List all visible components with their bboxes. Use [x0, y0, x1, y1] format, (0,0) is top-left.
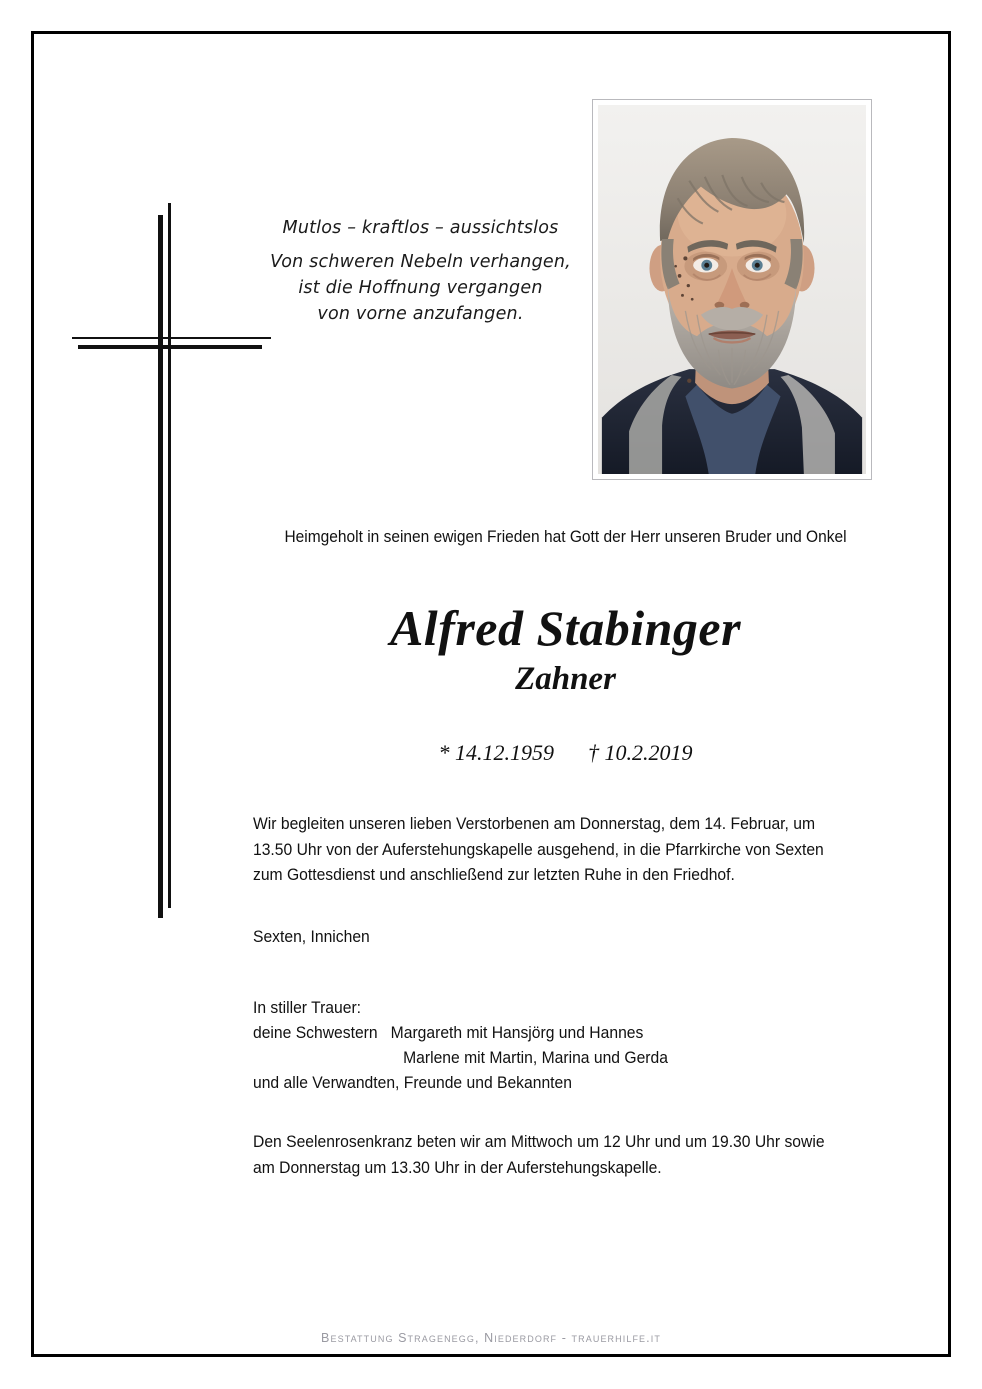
verse-line-3: ist die Hoffnung vergangen [298, 278, 543, 298]
life-dates [253, 740, 878, 766]
cross-vertical-thick [158, 215, 163, 918]
intro-line: Heimgeholt in seinen ewigen Frieden hat Gott der Herr unseren Bruder und Onkel [284, 528, 847, 546]
verse-line-1: Mutlos – kraftlos – aussichtslos [282, 218, 559, 238]
funeral-line-3: zum Gottesdienst und anschließend zur letzten Ruhe in den Friedhof. [253, 866, 735, 885]
birth-date: 14.12.1959 [455, 740, 554, 765]
portrait-photo [598, 105, 866, 474]
funeral-home-footer: Bestattung Stragenegg, Niederdorf - trauerhilfe.it [321, 1331, 661, 1345]
mourners-line-1: deine Schwestern Margareth mit Hansjörg und Hannes [253, 1024, 644, 1043]
mourners-line-3: und alle Verwandten, Freunde und Bekannten [253, 1074, 572, 1093]
mourners-block [253, 996, 878, 1096]
rosary-line-2: am Donnerstag um 13.30 Uhr in der Auferstehungskapelle. [253, 1158, 662, 1177]
rosary-line-1: Den Seelenrosenkranz beten wir am Mittwoch um 12 Uhr und um 19.30 Uhr sowie [253, 1133, 825, 1151]
funeral-details-paragraph [253, 812, 878, 889]
birth-symbol: * [438, 740, 450, 765]
death-date: 10.2.2019 [604, 740, 693, 765]
mourners-heading: In stiller Trauer: [253, 999, 362, 1017]
name-block [253, 602, 878, 697]
mourners-line-2: Marlene mit Martin, Marina und Gerda [403, 1049, 668, 1068]
deceased-role: Zahner [515, 660, 616, 697]
places-line: Sexten, Innichen [253, 928, 370, 946]
verse-line-2: Von schweren Nebeln verhangen, [270, 252, 571, 272]
deceased-name: Alfred Stabinger [389, 600, 742, 656]
cross-horizontal-thick [78, 345, 262, 349]
portrait-photo-frame [592, 99, 872, 480]
birth-date-group [439, 740, 555, 765]
rosary-paragraph [253, 1130, 878, 1181]
death-symbol: † [588, 740, 599, 765]
cross-vertical-thin [168, 203, 171, 908]
death-date-group [588, 740, 693, 765]
memorial-verse [248, 218, 593, 330]
portrait-illustration [598, 105, 866, 474]
verse-line-4: von vorne anzufangen. [317, 304, 524, 324]
funeral-line-2: 13.50 Uhr von der Auferstehungskapelle ausgehend, in die Pfarrkirche von Sexten [253, 840, 824, 859]
cross-horizontal-thin [72, 337, 271, 339]
funeral-line-1: Wir begleiten unseren lieben Verstorbenen am Donnerstag, dem 14. Februar, um [253, 815, 816, 833]
